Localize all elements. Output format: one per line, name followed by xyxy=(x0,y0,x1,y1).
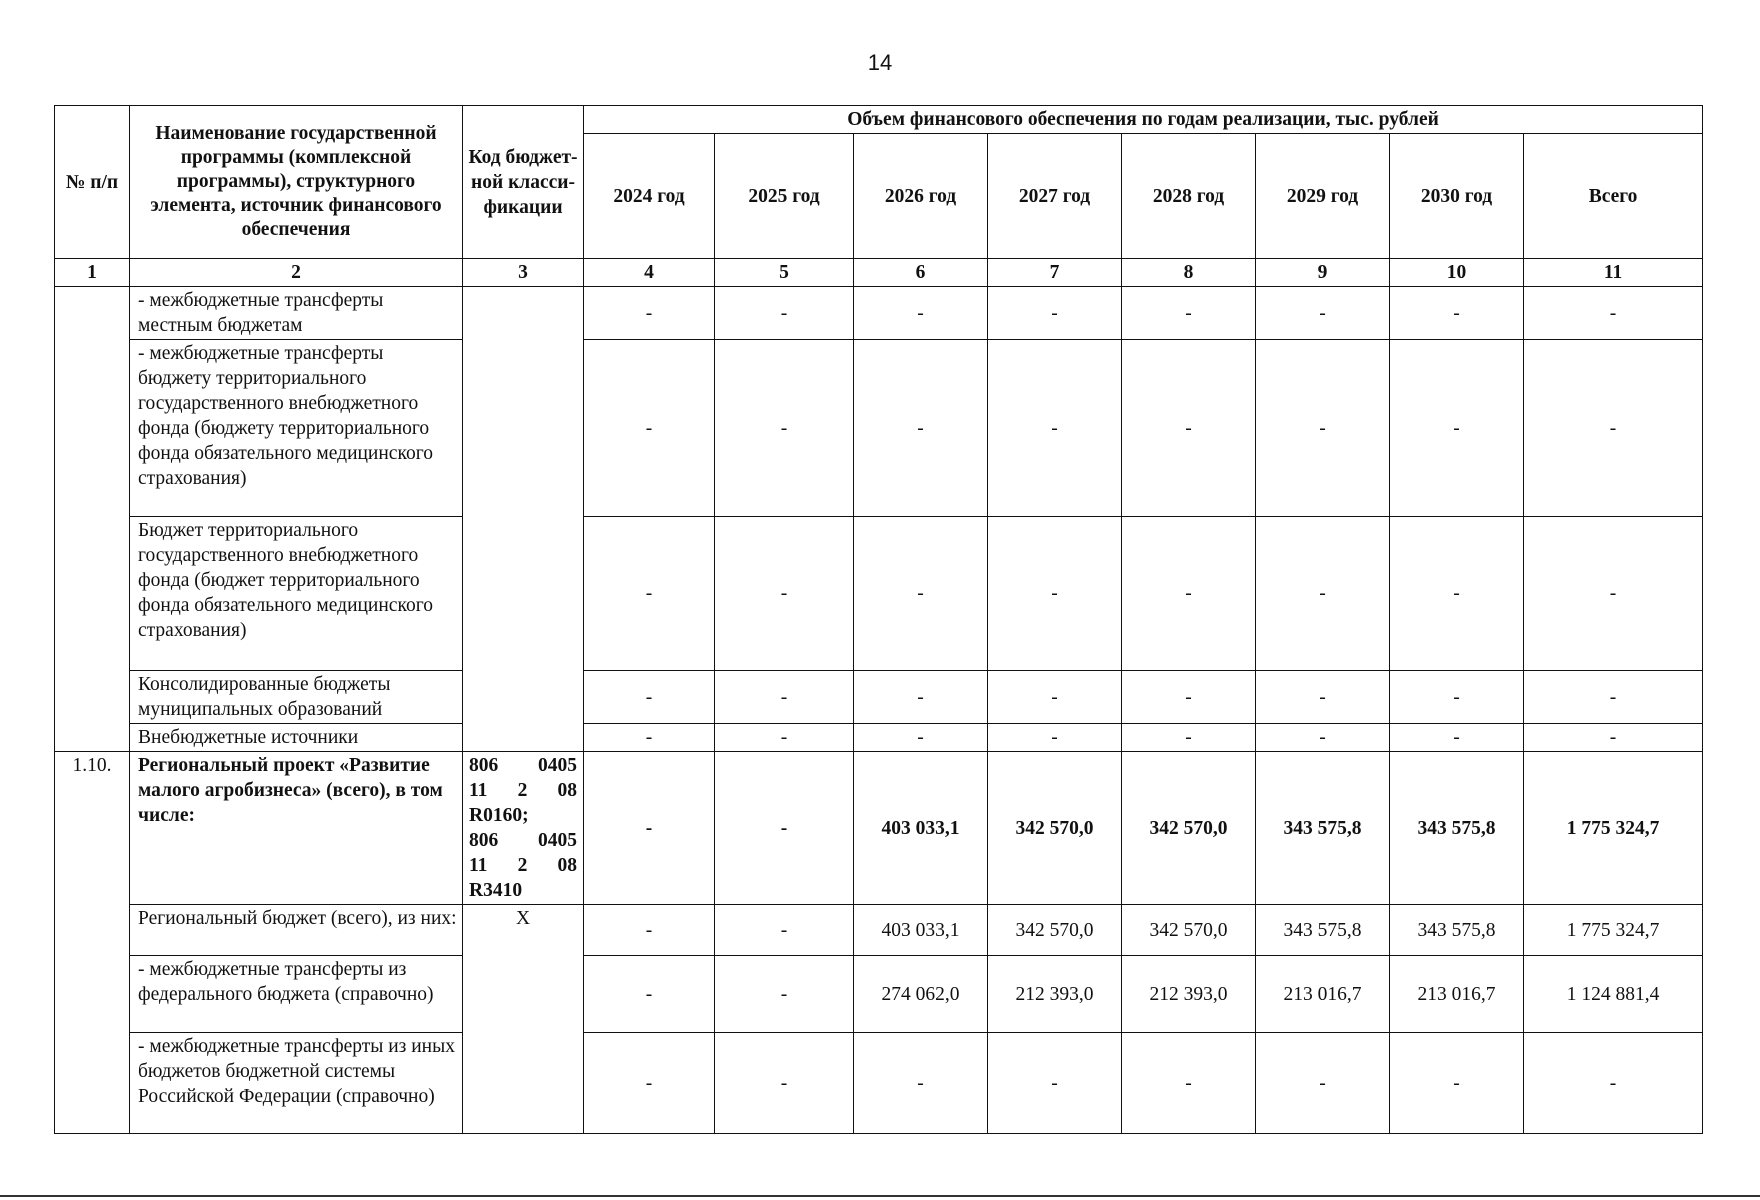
row-value: - xyxy=(715,724,854,752)
row-value: - xyxy=(1390,671,1524,724)
row-value: - xyxy=(1524,287,1703,340)
table-row xyxy=(55,517,1703,671)
row-value: - xyxy=(715,671,854,724)
row-value: - xyxy=(584,671,715,724)
column-number: 9 xyxy=(1256,259,1390,287)
row-value: - xyxy=(584,956,715,1033)
table-row xyxy=(55,956,1703,1033)
row-name: - межбюджетные трансферты из федерального бюджета (справочно) xyxy=(130,956,463,1033)
code-line: R0160; xyxy=(469,805,529,826)
row-name: Региональный проект «Развитие малого агробизнеса» (всего), в том числе: xyxy=(130,752,463,905)
row-value: - xyxy=(1122,517,1256,671)
column-number: 7 xyxy=(988,259,1122,287)
row-value: - xyxy=(854,671,988,724)
header-code: Код бюджет-ной класси-фикации xyxy=(463,106,584,259)
row-code xyxy=(463,752,584,905)
row-value: - xyxy=(1122,1033,1256,1134)
row-name: Региональный бюджет (всего), из них: xyxy=(130,905,463,956)
page-number: 14 xyxy=(867,50,893,75)
row-value: - xyxy=(1524,517,1703,671)
column-number: 2 xyxy=(130,259,463,287)
header-year: 2029 год xyxy=(1256,134,1390,259)
row-value: 1 124 881,4 xyxy=(1524,956,1703,1033)
row-value: 342 570,0 xyxy=(1122,752,1256,905)
header-num: № п/п xyxy=(55,106,130,259)
header-name: Наименование государственной программы (комплексной программы), структурного элемента, источник финансового обеспечения xyxy=(130,106,463,259)
header-total: Всего xyxy=(1524,134,1703,259)
row-value: - xyxy=(715,340,854,517)
column-number: 10 xyxy=(1390,259,1524,287)
row-value: - xyxy=(584,724,715,752)
row-value: - xyxy=(1256,671,1390,724)
row-value: 342 570,0 xyxy=(988,752,1122,905)
row-value: - xyxy=(584,287,715,340)
row-value: - xyxy=(715,752,854,905)
row-num-cell xyxy=(55,287,130,752)
row-value: - xyxy=(988,287,1122,340)
row-value: - xyxy=(988,724,1122,752)
header-year: 2024 год xyxy=(584,134,715,259)
row-value: 212 393,0 xyxy=(1122,956,1256,1033)
column-number: 3 xyxy=(463,259,584,287)
row-value: - xyxy=(1390,724,1524,752)
column-number: 4 xyxy=(584,259,715,287)
row-code: X xyxy=(463,905,584,1134)
column-number: 11 xyxy=(1524,259,1703,287)
row-value: - xyxy=(715,287,854,340)
row-value: - xyxy=(584,1033,715,1134)
row-value: - xyxy=(988,1033,1122,1134)
row-value: 342 570,0 xyxy=(1122,905,1256,956)
header-volume: Объем финансового обеспечения по годам реализации, тыс. рублей xyxy=(584,106,1703,134)
table-row xyxy=(55,905,1703,956)
footer-divider xyxy=(0,1195,1760,1197)
row-value: - xyxy=(715,905,854,956)
row-value: 213 016,7 xyxy=(1256,956,1390,1033)
row-name: - межбюджетные трансферты из иных бюджетов бюджетной системы Российской Федерации (справочно) xyxy=(130,1033,463,1134)
row-value: - xyxy=(854,1033,988,1134)
row-value: 1 775 324,7 xyxy=(1524,752,1703,905)
row-value: 274 062,0 xyxy=(854,956,988,1033)
row-value: - xyxy=(715,956,854,1033)
row-value: - xyxy=(584,517,715,671)
row-value: - xyxy=(1524,724,1703,752)
row-value: 212 393,0 xyxy=(988,956,1122,1033)
row-value: - xyxy=(854,517,988,671)
header-year: 2030 год xyxy=(1390,134,1524,259)
row-value: - xyxy=(1256,340,1390,517)
column-number: 5 xyxy=(715,259,854,287)
financing-table xyxy=(54,105,1703,1134)
row-value: - xyxy=(1122,340,1256,517)
row-value: - xyxy=(988,671,1122,724)
row-value: - xyxy=(1390,517,1524,671)
row-num: 1.10. xyxy=(55,752,130,1134)
row-code-cell xyxy=(463,287,584,752)
header-year: 2027 год xyxy=(988,134,1122,259)
row-value: - xyxy=(1524,1033,1703,1134)
code-line: R3410 xyxy=(469,880,523,901)
row-value: - xyxy=(584,752,715,905)
row-value: - xyxy=(1256,517,1390,671)
row-name: Бюджет территориального государственного внебюджетного фонда (бюджет территориального фонда обязательного медицинского страхования) xyxy=(130,517,463,671)
row-value: 343 575,8 xyxy=(1256,752,1390,905)
column-number: 8 xyxy=(1122,259,1256,287)
row-value: 403 033,1 xyxy=(854,752,988,905)
header-year: 2028 год xyxy=(1122,134,1256,259)
code-line: 11 2 08 xyxy=(469,855,577,876)
row-value: - xyxy=(1524,671,1703,724)
row-value: 342 570,0 xyxy=(988,905,1122,956)
row-value: - xyxy=(1390,340,1524,517)
row-value: - xyxy=(584,340,715,517)
header-year: 2025 год xyxy=(715,134,854,259)
row-value: 343 575,8 xyxy=(1256,905,1390,956)
row-value: - xyxy=(1122,671,1256,724)
row-name: - межбюджетные трансферты бюджету территориального государственного внебюджетного фонда (бюджету территориального фонда обязательного медицинского страхования) xyxy=(130,340,463,517)
row-value: - xyxy=(854,287,988,340)
row-value: 213 016,7 xyxy=(1390,956,1524,1033)
column-number: 6 xyxy=(854,259,988,287)
code-line: 806 0405 xyxy=(469,755,577,776)
row-value: - xyxy=(584,905,715,956)
row-value: 403 033,1 xyxy=(854,905,988,956)
row-value: - xyxy=(1524,340,1703,517)
row-value: - xyxy=(1256,724,1390,752)
row-value: - xyxy=(1256,287,1390,340)
row-value: - xyxy=(988,340,1122,517)
table-row-project xyxy=(55,752,1703,905)
table-row xyxy=(55,724,1703,752)
row-value: - xyxy=(1122,287,1256,340)
table-row xyxy=(55,1033,1703,1134)
table-row xyxy=(55,287,1703,340)
table-row xyxy=(55,340,1703,517)
row-value: - xyxy=(854,724,988,752)
row-value: 1 775 324,7 xyxy=(1524,905,1703,956)
row-name: Внебюджетные источники xyxy=(130,724,463,752)
code-line: 11 2 08 xyxy=(469,780,577,801)
row-value: - xyxy=(1390,1033,1524,1134)
row-name: Консолидированные бюджеты муниципальных образований xyxy=(130,671,463,724)
row-value: - xyxy=(1390,287,1524,340)
header-year: 2026 год xyxy=(854,134,988,259)
row-value: - xyxy=(715,1033,854,1134)
row-value: 343 575,8 xyxy=(1390,905,1524,956)
row-value: - xyxy=(715,517,854,671)
row-value: 343 575,8 xyxy=(1390,752,1524,905)
column-number: 1 xyxy=(55,259,130,287)
row-value: - xyxy=(1122,724,1256,752)
row-name: - межбюджетные трансферты местным бюджетам xyxy=(130,287,463,340)
row-value: - xyxy=(854,340,988,517)
row-value: - xyxy=(1256,1033,1390,1134)
table-row xyxy=(55,671,1703,724)
code-line: 806 0405 xyxy=(469,830,577,851)
row-value: - xyxy=(988,517,1122,671)
